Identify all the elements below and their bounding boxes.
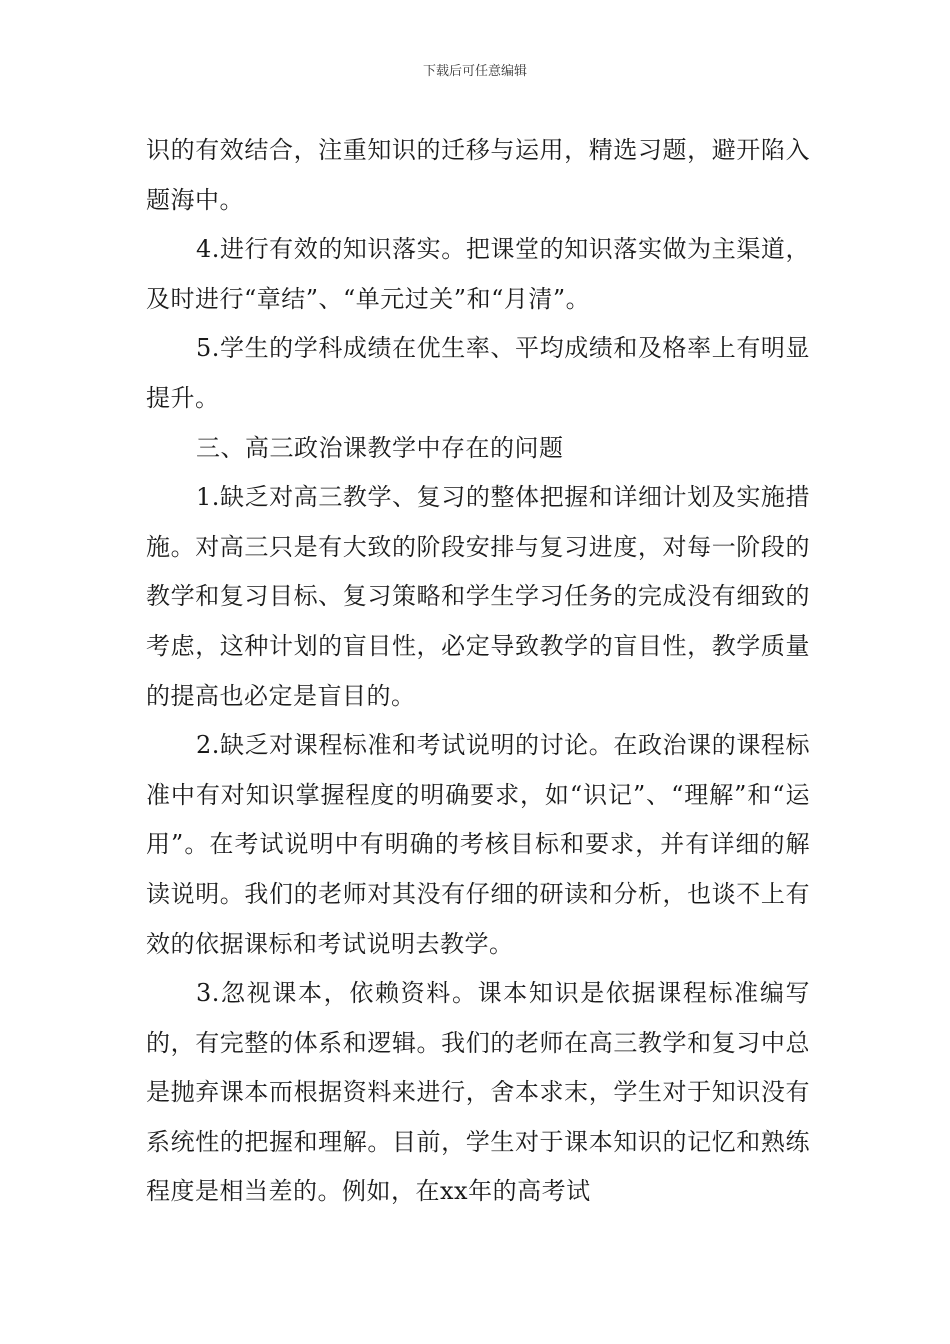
- paragraph-continuation: 识的有效结合，注重知识的迁移与运用，精选习题，避开陷入题海中。: [146, 136, 810, 214]
- paragraph-problem-3: 3.忽视课本，依赖资料。课本知识是依据课程标准编写的，有完整的体系和逻辑。我们的老师在高三教学和复习中总是抛弃课本而根据资料来进行，舍本求末，学生对于知识没有系统性的把握和理解。目前，学生对于课本知识的记忆和熟练程度是相当差的。例如，在xx年的高考试: [146, 979, 810, 1206]
- paragraph-item-4: 4.进行有效的知识落实。把课堂的知识落实做为主渠道，及时进行“章结”、“单元过关”和“月清”。: [146, 235, 810, 313]
- paragraph-problem-2: 2.缺乏对课程标准和考试说明的讨论。在政治课的课程标准中有对知识掌握程度的明确要求，如“识记”、“理解”和“运用”。在考试说明中有明确的考核目标和要求，并有详细的解读说明。我们的老师对其没有仔细的研读和分析，也谈不上有效的依据课标和考试说明去教学。: [146, 731, 810, 958]
- page-header: 下载后可任意编辑: [422, 64, 527, 79]
- paragraph-item-5: 5.学生的学科成绩在优生率、平均成绩和及格率上有明显提升。: [146, 334, 810, 412]
- paragraph-problem-1: 1.缺乏对高三教学、复习的整体把握和详细计划及实施措施。对高三只是有大致的阶段安排与复习进度，对每一阶段的教学和复习目标、复习策略和学生学习任务的完成没有细致的考虑，这种计划的盲目性，必定导致教学的盲目性，教学质量的提高也必定是盲目的。: [146, 483, 810, 710]
- section-heading: 三、高三政治课教学中存在的问题: [196, 433, 564, 462]
- document-body: [146, 126, 810, 1217]
